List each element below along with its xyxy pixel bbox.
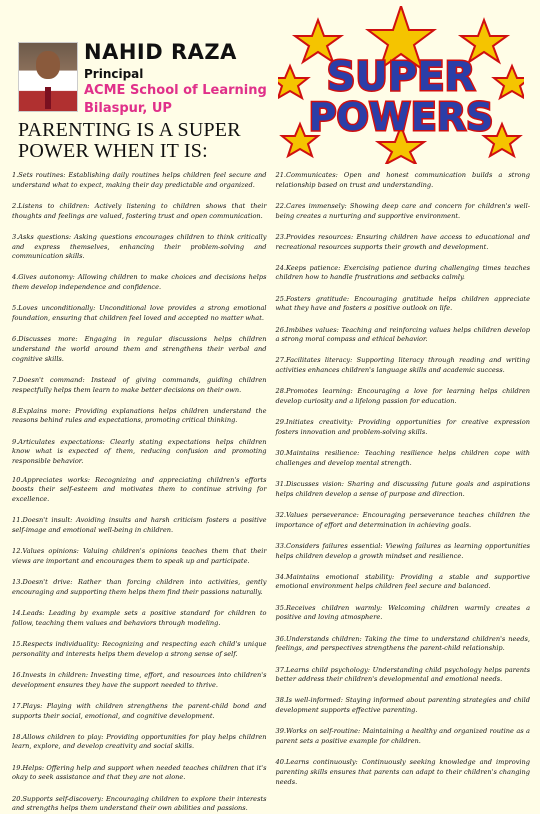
principal-role: Principal — [84, 67, 144, 81]
list-item: 8.Explains more: Providing explanations helps children understand the reasons behind rules and expectations, promoting critical thinking. — [12, 406, 267, 425]
list-item: 2.Listens to children: Actively listening to children shows that their thoughts and feelings are valued, fostering trust and open communication. — [12, 201, 267, 220]
logo-line2: POWERS — [308, 95, 494, 139]
list-item: 34.Maintains emotional stability: Providing a stable and supportive emotional environment helps children feel secure and balanced. — [275, 572, 530, 591]
super-powers-logo — [278, 6, 524, 164]
list-item: 12.Values opinions: Valuing children's opinions teaches them that their views are important and encourages them to speak up and participate. — [12, 547, 267, 565]
list-item: 20.Supports self-discovery: Encouraging children to explore their interests and strengths helps them understand their own abilities and passions. — [12, 794, 267, 813]
list-item: 25.Fosters gratitude: Encouraging gratitude helps children appreciate what they have and fosters a positive outlook on life. — [275, 294, 530, 313]
list-item: 7.Doesn't command: Instead of giving commands, guiding children respectfully helps them learn to make better decisions on their own. — [12, 375, 267, 394]
list-item: 28.Promotes learning: Encouraging a love for learning helps children develop curiosity and a lifelong passion for education. — [275, 387, 530, 406]
list-item: 38.Is well-informed: Staying informed about parenting strategies and child development supports effective parenting. — [275, 696, 530, 715]
list-item: 23.Provides resources: Ensuring children have access to educational and recreational resources supports their growth and development. — [275, 232, 530, 251]
list-item: 27.Facilitates literacy: Supporting literacy through reading and writing activities enhances children's language skills and academic success. — [275, 356, 530, 375]
list-item: 4.Gives autonomy: Allowing children to make choices and decisions helps them develop independence and confidence. — [12, 273, 267, 292]
list-item: 18.Allows children to play: Providing opportunities for play helps children learn, explore, and develop creativity and social skills. — [12, 732, 267, 751]
list-item: 13.Doesn't drive: Rather than forcing children into activities, gently encouraging and supporting them helps them find their passions naturally. — [12, 578, 267, 596]
list-item: 40.Learns continuously: Continuously seeking knowledge and improving parenting skills ensures that parents can adapt to their children's changing needs. — [275, 758, 530, 786]
list-item: 22.Cares immensely: Showing deep care and concern for children's well-being creates a nurturing and supportive environment. — [275, 201, 530, 220]
list-item: 14.Leads: Leading by example sets a positive standard for children to follow, teaching them values and behaviors through modeling. — [12, 609, 267, 627]
list-item: 35.Receives children warmly: Welcoming children warmly creates a positive and loving atmosphere. — [275, 603, 530, 622]
list-column-right — [275, 171, 531, 786]
list-item: 6.Discusses more: Engaging in regular discussions helps children understand the world around them and strengthens their verbal and cognitive skills. — [12, 335, 267, 363]
list-item: 19.Helps: Offering help and support when needed teaches children that it's okay to seek assistance and that they are not alone. — [12, 763, 267, 782]
school-city: Bilaspur, UP — [84, 101, 172, 116]
list-item: 37.Learns child psychology: Understanding child psychology helps parents better address their children's developmental and emotional needs. — [275, 665, 530, 684]
header — [0, 0, 540, 170]
list-item: 26.Imbibes values: Teaching and reinforcing values helps children develop a strong moral compass and ethical behavior. — [275, 325, 530, 344]
principal-photo — [18, 42, 78, 112]
list-item: 36.Understands children: Taking the time to understand children's needs, feelings, and perspectives strengthens the parent-child relationship. — [275, 634, 530, 653]
list-item: 16.Invests in children: Investing time, effort, and resources into children's development ensures they have the support needed to thrive. — [12, 670, 267, 689]
list-item: 29.Initiates creativity: Providing opportunities for creative expression fosters innovation and problem-solving skills. — [275, 418, 530, 436]
photo-face — [36, 51, 60, 79]
school-name: ACME School of Learning — [84, 83, 267, 98]
list-item: 1.Sets routines: Establishing daily routines helps children feel secure and understand what to expect, making their day predictable and organized. — [12, 171, 267, 189]
list-item: 9.Articulates expectations: Clearly stating expectations helps children know what is expected of them, reducing confusion and promoting responsible behavior. — [12, 437, 267, 466]
list-item: 10.Appreciates works: Recognizing and appreciating children's efforts boosts their self-esteem and motivates them to continue striving for excellence. — [12, 475, 267, 504]
list-item: 30.Maintains resilience: Teaching resilience helps children cope with challenges and develop mental strength. — [275, 449, 530, 467]
photo-tie — [45, 87, 51, 109]
list-item: 3.Asks questions: Asking questions encourages children to think critically and express themselves, enhancing their problem-solving and communication skills. — [12, 232, 267, 261]
list-item: 31.Discusses vision: Sharing and discussing future goals and aspirations helps children develop a sense of purpose and direction. — [275, 480, 530, 498]
principal-name: NAHID RAZA — [84, 40, 237, 64]
list-item: 39.Works on self-routine: Maintaining a healthy and organized routine as a parent sets a positive example for children. — [275, 727, 530, 746]
page-headline: PARENTING IS A SUPER POWER WHEN IT IS: — [18, 119, 241, 162]
list-item: 21.Communicates: Open and honest communication builds a strong relationship based on trust and understanding. — [275, 171, 530, 189]
logo-line1: SUPER — [326, 54, 476, 100]
super-powers-list — [12, 171, 530, 813]
list-item: 17.Plays: Playing with children strengthens the parent-child bond and supports their social, emotional, and cognitive development. — [12, 701, 267, 720]
list-item: 15.Respects individuality: Recognizing and respecting each child's unique personality and interests helps them develop a strong sense of self. — [12, 640, 267, 658]
list-item: 24.Keeps patience: Exercising patience during challenging times teaches children how to handle frustrations and setbacks calmly. — [275, 263, 530, 282]
list-item: 11.Doesn't insult: Avoiding insults and harsh criticism fosters a positive self-image and emotional well-being in children. — [12, 516, 267, 535]
list-item: 32.Values perseverance: Encouraging perseverance teaches children the importance of effort and determination in achieving goals. — [275, 510, 530, 529]
list-column-left — [12, 171, 267, 813]
list-item: 33.Considers failures essential: Viewing failures as learning opportunities helps children develop a growth mindset and resilience. — [275, 541, 530, 560]
list-item: 5.Loves unconditionally: Unconditional love provides a strong emotional foundation, ensuring that children feel loved and accepted no matter what. — [12, 304, 267, 323]
